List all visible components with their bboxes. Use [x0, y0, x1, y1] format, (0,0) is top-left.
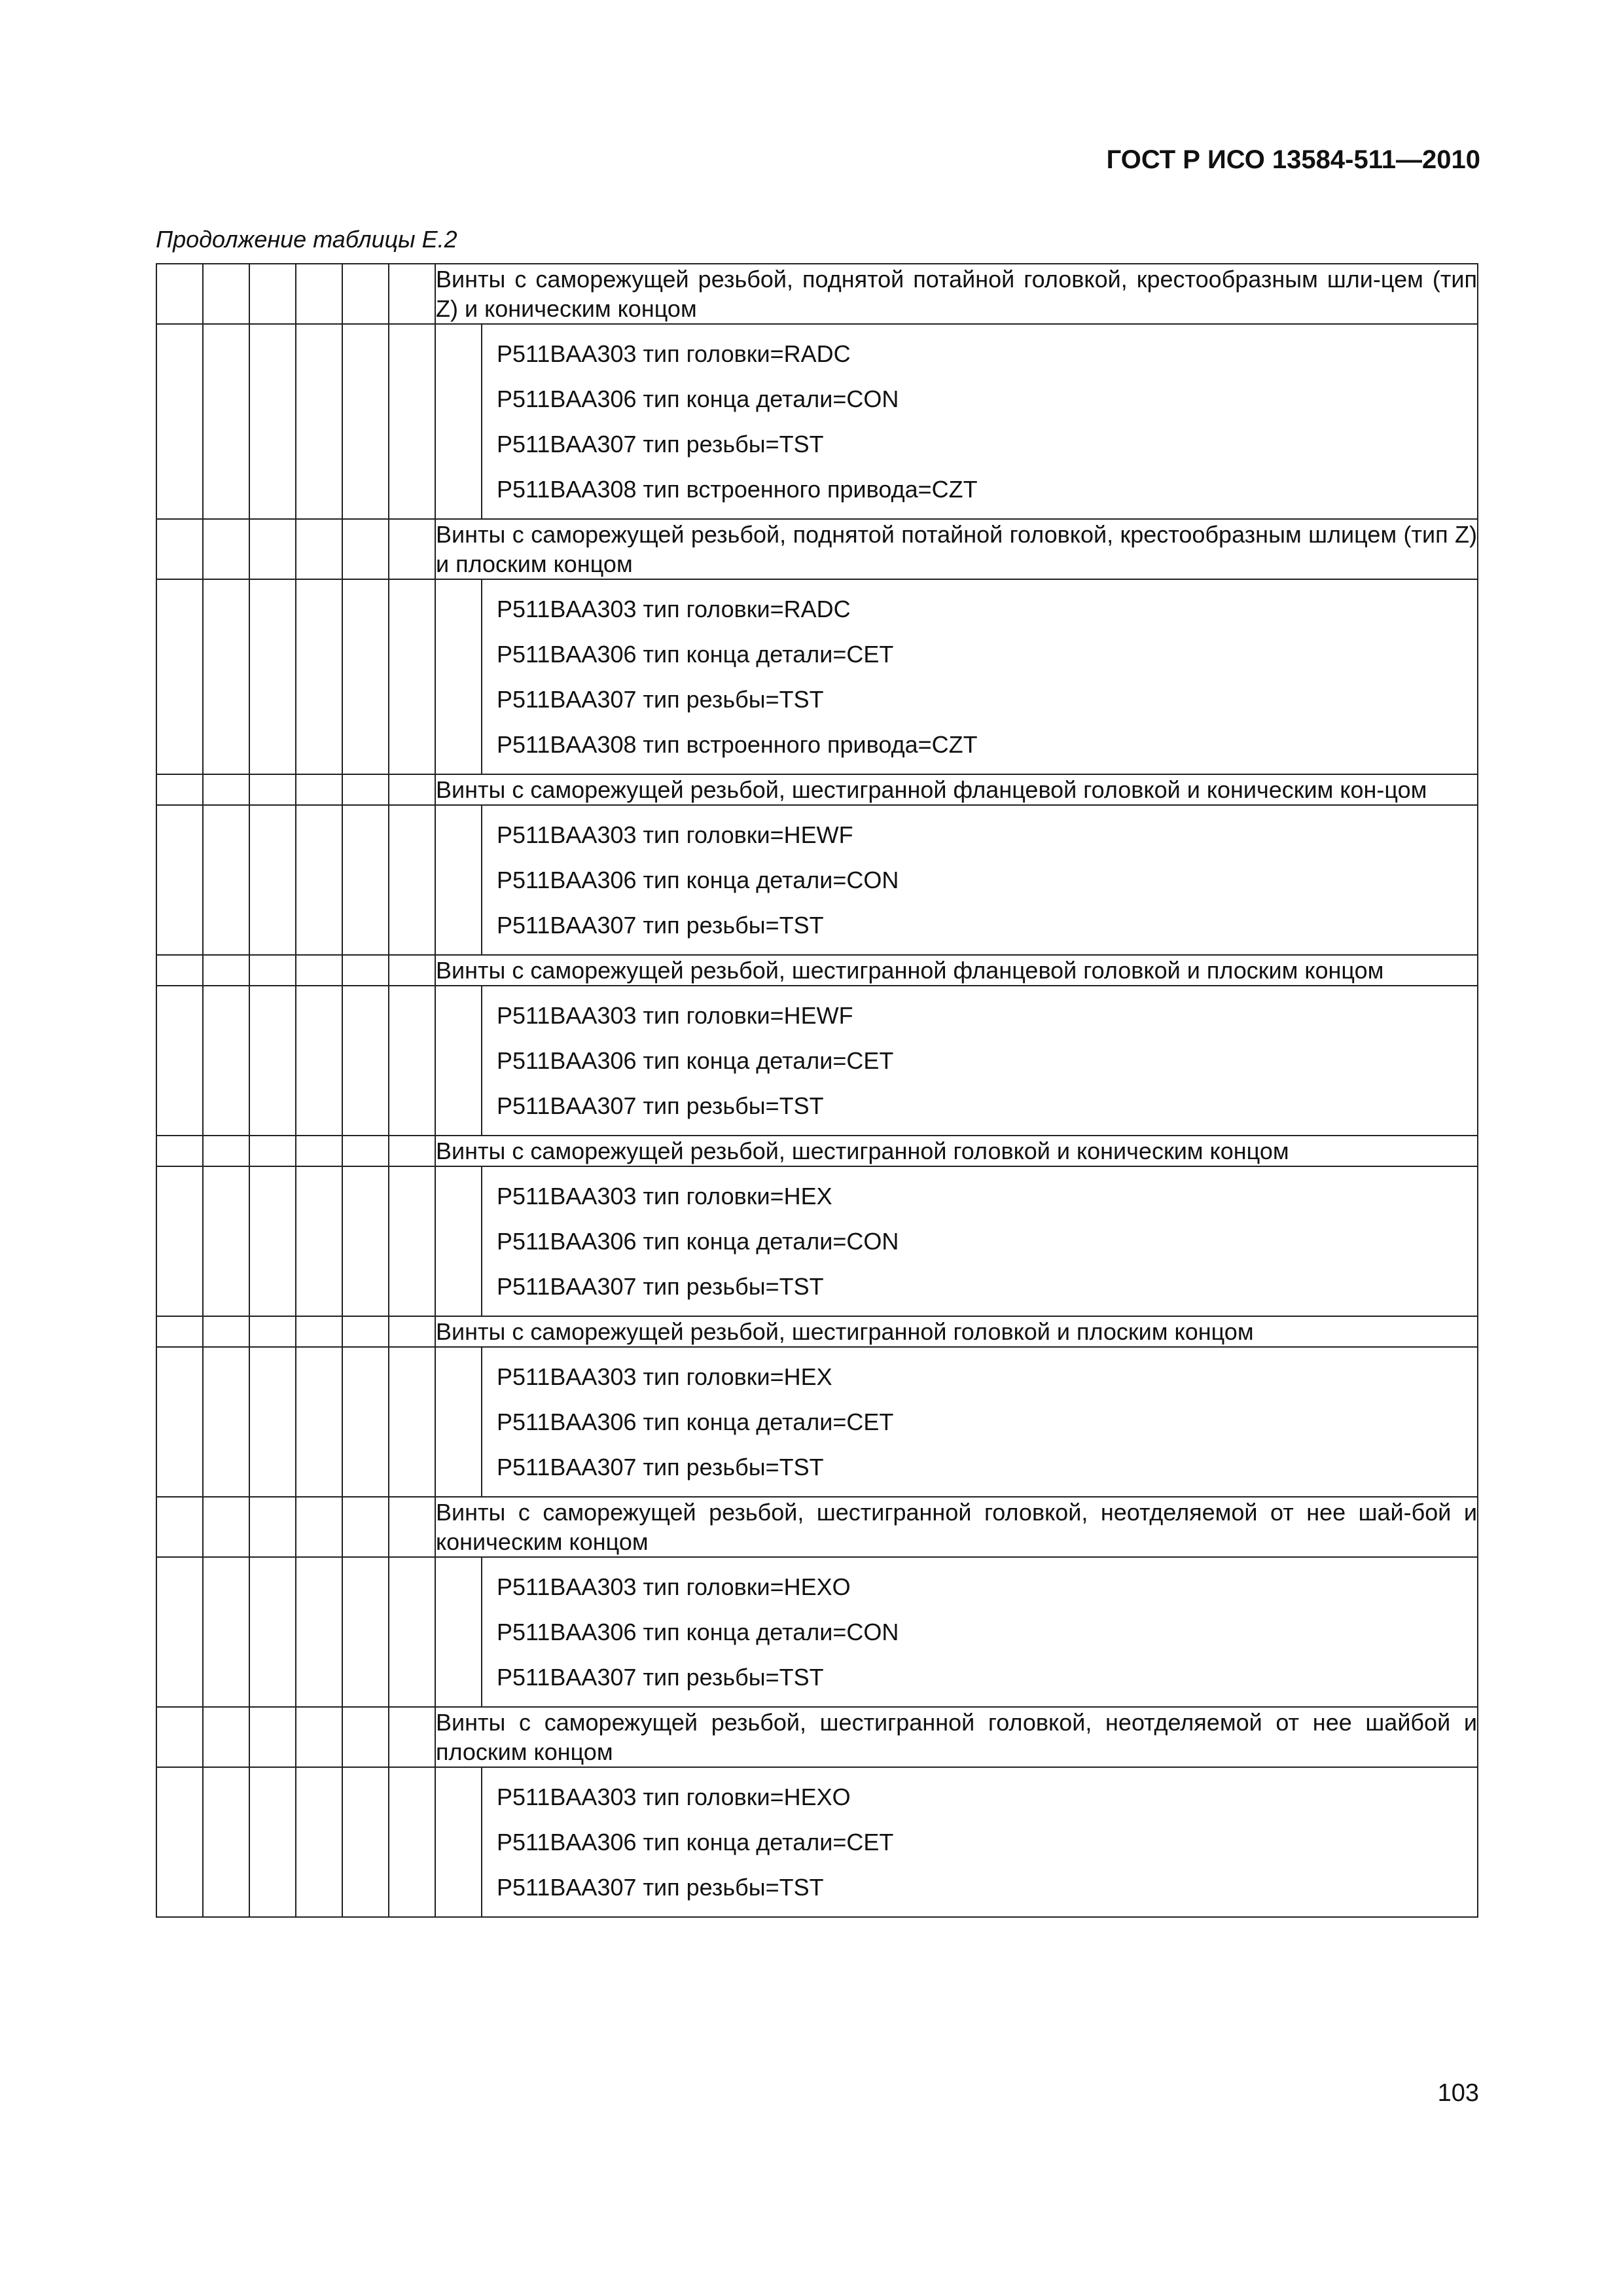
attribute-line: P511BAA306 тип конца детали=CON [497, 386, 899, 412]
empty-cell [296, 955, 342, 986]
empty-cell [296, 264, 342, 324]
empty-cell [249, 1166, 296, 1316]
empty-cell [296, 1557, 342, 1707]
attribute-line: P511BAA303 тип головки=HEX [497, 1363, 832, 1390]
attribute-list [482, 1167, 1477, 1316]
empty-cell [389, 805, 435, 955]
attribute-line: P511BAA306 тип конца детали=CET [497, 641, 894, 668]
indent-cell [436, 1167, 482, 1316]
attribute-list [482, 806, 1477, 954]
attributes-cell [435, 324, 1478, 519]
empty-cell [296, 1166, 342, 1316]
empty-cell [342, 955, 389, 986]
attribute-list [482, 986, 1477, 1135]
empty-cell [249, 519, 296, 579]
attributes-cell [435, 986, 1478, 1136]
attributes-cell [435, 1557, 1478, 1707]
attribute-line: P511BAA303 тип головки=RADC [497, 340, 851, 367]
empty-cell [156, 579, 203, 774]
empty-cell [342, 1347, 389, 1497]
empty-cell [342, 986, 389, 1136]
description-row [156, 1497, 1478, 1557]
empty-cell [342, 1136, 389, 1166]
indent-cell [436, 1348, 482, 1496]
empty-cell [156, 1557, 203, 1707]
empty-cell [203, 1497, 249, 1557]
attributes-cell [435, 1347, 1478, 1497]
empty-cell [296, 1497, 342, 1557]
empty-cell [156, 1497, 203, 1557]
attributes-cell [435, 805, 1478, 955]
empty-cell [156, 324, 203, 519]
empty-cell [156, 805, 203, 955]
empty-cell [389, 1557, 435, 1707]
description-row [156, 519, 1478, 579]
empty-cell [389, 1707, 435, 1767]
attribute-line: P511BAA306 тип конца детали=CET [497, 1047, 894, 1074]
empty-cell [203, 774, 249, 805]
description-row [156, 1316, 1478, 1347]
attribute-list [482, 1348, 1477, 1496]
empty-cell [203, 1707, 249, 1767]
empty-cell [249, 1347, 296, 1497]
empty-cell [296, 1767, 342, 1917]
empty-cell [156, 1707, 203, 1767]
empty-cell [342, 1316, 389, 1347]
attribute-line: P511BAA307 тип резьбы=TST [497, 1454, 824, 1480]
group-description: Винты с саморежущей резьбой, шестигранной головкой, неотделяемой от нее шай-бой и коническим концом [435, 1497, 1478, 1557]
classification-table [156, 263, 1478, 1918]
empty-cell [296, 1136, 342, 1166]
group-description: Винты с саморежущей резьбой, шестигранной головкой и коническим концом [435, 1136, 1478, 1166]
empty-cell [156, 1316, 203, 1347]
empty-cell [249, 805, 296, 955]
empty-cell [156, 774, 203, 805]
attributes-row [156, 1166, 1478, 1316]
attribute-line: P511BAA306 тип конца детали=CON [497, 1228, 899, 1255]
empty-cell [342, 1166, 389, 1316]
attributes-row [156, 1767, 1478, 1917]
indent-cell [436, 986, 482, 1135]
empty-cell [342, 805, 389, 955]
empty-cell [389, 1767, 435, 1917]
attribute-line: P511BAA303 тип головки=HEWF [497, 1002, 853, 1029]
attribute-line: P511BAA307 тип резьбы=TST [497, 686, 824, 713]
empty-cell [249, 1497, 296, 1557]
attribute-list [482, 1768, 1477, 1916]
empty-cell [342, 1557, 389, 1707]
empty-cell [203, 986, 249, 1136]
empty-cell [389, 264, 435, 324]
indent-cell [436, 1768, 482, 1916]
empty-cell [249, 955, 296, 986]
group-description: Винты с саморежущей резьбой, шестигранной головкой и плоским концом [435, 1316, 1478, 1347]
empty-cell [389, 1347, 435, 1497]
attribute-line: P511BAA303 тип головки=HEXO [497, 1573, 851, 1600]
attributes-row [156, 986, 1478, 1136]
document-header: ГОСТ Р ИСО 13584-511—2010 [1106, 145, 1480, 174]
attribute-line: P511BAA306 тип конца детали=CET [497, 1408, 894, 1435]
attributes-row [156, 1557, 1478, 1707]
empty-cell [296, 774, 342, 805]
attribute-line: P511BAA303 тип головки=HEXO [497, 1784, 851, 1810]
attribute-line: P511BAA306 тип конца детали=CET [497, 1829, 894, 1856]
empty-cell [342, 1707, 389, 1767]
empty-cell [249, 1557, 296, 1707]
attribute-line: P511BAA306 тип конца детали=CON [497, 1619, 899, 1645]
empty-cell [296, 579, 342, 774]
empty-cell [296, 805, 342, 955]
empty-cell [296, 1316, 342, 1347]
table-body [156, 264, 1478, 1917]
empty-cell [249, 774, 296, 805]
empty-cell [156, 986, 203, 1136]
description-row [156, 955, 1478, 986]
empty-cell [296, 1707, 342, 1767]
attributes-row [156, 579, 1478, 774]
empty-cell [342, 1767, 389, 1917]
empty-cell [389, 1316, 435, 1347]
empty-cell [342, 579, 389, 774]
empty-cell [389, 1136, 435, 1166]
attribute-list [482, 325, 1477, 518]
attributes-cell [435, 579, 1478, 774]
attribute-line: P511BAA303 тип головки=RADC [497, 596, 851, 622]
empty-cell [203, 1767, 249, 1917]
attribute-line: P511BAA308 тип встроенного привода=CZT [497, 476, 978, 503]
empty-cell [203, 805, 249, 955]
empty-cell [156, 264, 203, 324]
attribute-list [482, 580, 1477, 774]
group-description: Винты с саморежущей резьбой, шестигранной фланцевой головкой и плоским концом [435, 955, 1478, 986]
attribute-line: P511BAA303 тип головки=HEX [497, 1183, 832, 1210]
empty-cell [156, 1347, 203, 1497]
attribute-line: P511BAA308 тип встроенного привода=CZT [497, 731, 978, 758]
empty-cell [389, 519, 435, 579]
group-description: Винты с саморежущей резьбой, шестигранной головкой, неотделяемой от нее шайбой и плоским концом [435, 1707, 1478, 1767]
empty-cell [203, 1557, 249, 1707]
attribute-line: P511BAA307 тип резьбы=TST [497, 1664, 824, 1691]
description-row [156, 264, 1478, 324]
empty-cell [203, 955, 249, 986]
attribute-line: P511BAA307 тип резьбы=TST [497, 1273, 824, 1300]
attributes-cell [435, 1166, 1478, 1316]
attributes-row [156, 324, 1478, 519]
empty-cell [249, 1707, 296, 1767]
empty-cell [203, 579, 249, 774]
empty-cell [203, 1166, 249, 1316]
attribute-list [482, 1558, 1477, 1706]
indent-cell [436, 806, 482, 954]
group-description: Винты с саморежущей резьбой, поднятой потайной головкой, крестообразным шли-цем (тип Z) и коническим концом [435, 264, 1478, 324]
group-description: Винты с саморежущей резьбой, шестигранной фланцевой головкой и коническим кон-цом [435, 774, 1478, 805]
group-description: Винты с саморежущей резьбой, поднятой потайной головкой, крестообразным шлицем (тип Z) и плоским концом [435, 519, 1478, 579]
empty-cell [389, 324, 435, 519]
attribute-line: P511BAA307 тип резьбы=TST [497, 431, 824, 457]
empty-cell [249, 579, 296, 774]
empty-cell [296, 519, 342, 579]
empty-cell [203, 1347, 249, 1497]
empty-cell [389, 579, 435, 774]
attribute-line: P511BAA307 тип резьбы=TST [497, 1092, 824, 1119]
empty-cell [342, 264, 389, 324]
description-row [156, 774, 1478, 805]
empty-cell [156, 519, 203, 579]
page-number: 103 [1437, 2079, 1479, 2107]
attribute-line: P511BAA307 тип резьбы=TST [497, 1874, 824, 1901]
attributes-row [156, 1347, 1478, 1497]
empty-cell [249, 986, 296, 1136]
empty-cell [203, 1136, 249, 1166]
empty-cell [203, 519, 249, 579]
empty-cell [389, 774, 435, 805]
attribute-line: P511BAA303 тип головки=HEWF [497, 821, 853, 848]
empty-cell [203, 1316, 249, 1347]
indent-cell [436, 325, 482, 518]
attribute-line: P511BAA307 тип резьбы=TST [497, 912, 824, 939]
empty-cell [203, 264, 249, 324]
empty-cell [389, 1166, 435, 1316]
empty-cell [296, 1347, 342, 1497]
empty-cell [249, 264, 296, 324]
empty-cell [156, 1166, 203, 1316]
attribute-line: P511BAA306 тип конца детали=CON [497, 867, 899, 893]
indent-cell [436, 1558, 482, 1706]
description-row [156, 1136, 1478, 1166]
empty-cell [249, 1316, 296, 1347]
empty-cell [342, 519, 389, 579]
empty-cell [389, 1497, 435, 1557]
indent-cell [436, 580, 482, 774]
empty-cell [249, 324, 296, 519]
empty-cell [389, 986, 435, 1136]
empty-cell [156, 1767, 203, 1917]
attributes-cell [435, 1767, 1478, 1917]
empty-cell [296, 986, 342, 1136]
empty-cell [389, 955, 435, 986]
empty-cell [203, 324, 249, 519]
empty-cell [249, 1136, 296, 1166]
empty-cell [249, 1767, 296, 1917]
empty-cell [342, 774, 389, 805]
table-caption: Продолжение таблицы Е.2 [156, 226, 457, 253]
attributes-row [156, 805, 1478, 955]
empty-cell [342, 1497, 389, 1557]
empty-cell [156, 1136, 203, 1166]
empty-cell [342, 324, 389, 519]
empty-cell [156, 955, 203, 986]
empty-cell [296, 324, 342, 519]
description-row [156, 1707, 1478, 1767]
